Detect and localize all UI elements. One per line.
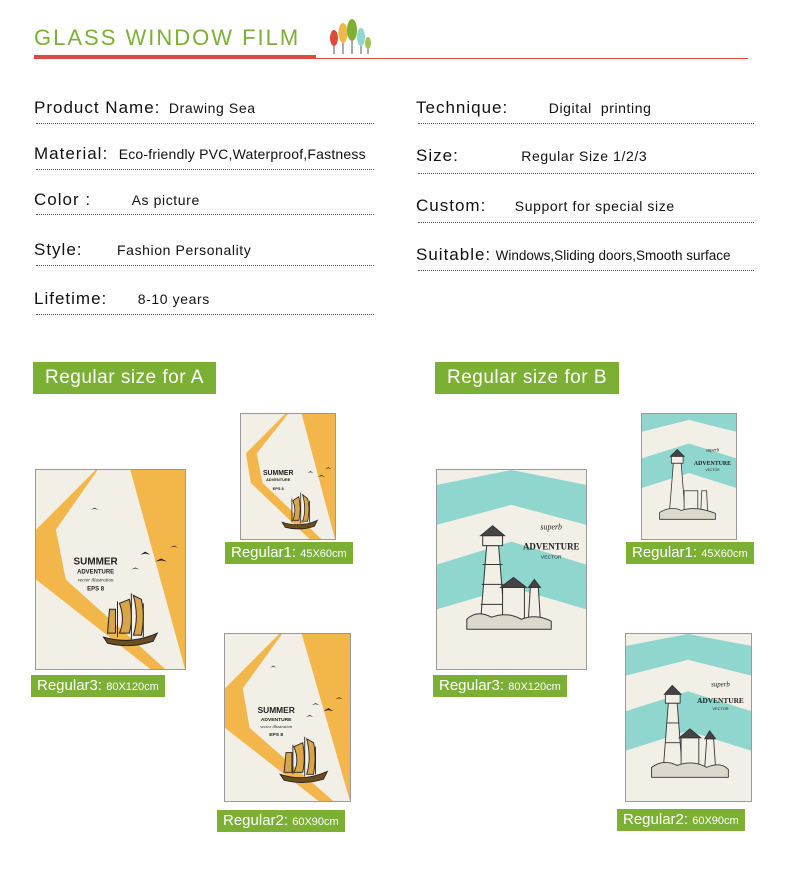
- size-tag-a-regular1: [225, 542, 353, 564]
- size-tag-a-regular2: [217, 810, 345, 832]
- spec-color: [34, 190, 200, 210]
- spec-style: [34, 240, 251, 260]
- section-a-heading: Regular size for A: [33, 362, 216, 394]
- spec-label: Style:: [34, 240, 83, 259]
- poster-b-regular3: [436, 469, 587, 670]
- divider: [36, 314, 374, 315]
- poster-text-script: superb: [540, 522, 563, 532]
- poster-text-subtitle: ADVENTURE: [260, 717, 292, 723]
- poster-text-title: ADVENTURE: [522, 541, 580, 552]
- divider: [36, 169, 374, 170]
- poster-a-regular3: [35, 469, 186, 670]
- size-tag-name: Regular3:: [439, 677, 505, 694]
- divider: [418, 123, 754, 124]
- size-tag-dims: 80X120cm: [106, 681, 159, 693]
- spec-custom: [416, 196, 675, 216]
- poster-text-script: superb: [705, 448, 720, 454]
- spec-value: Drawing Sea: [168, 100, 256, 116]
- spec-lifetime: [34, 289, 210, 309]
- spec-value: Support for special size: [514, 198, 675, 214]
- section-b-heading: Regular size for B: [435, 362, 619, 394]
- size-tag-name: Regular1:: [632, 544, 698, 561]
- size-tag-dims: 80X120cm: [508, 681, 561, 693]
- poster-text-caption: vector illustration: [77, 578, 114, 584]
- poster-text-script: superb: [711, 681, 730, 689]
- spec-label: Technique:: [416, 98, 509, 117]
- poster-text-subtitle: VECTOR: [540, 555, 562, 561]
- spec-value: As picture: [131, 192, 200, 208]
- page-title: GLASS WINDOW FILM: [34, 25, 301, 50]
- spec-value: Windows,Sliding doors,Smooth surface: [495, 248, 731, 263]
- spec-suitable: [416, 245, 731, 265]
- poster-text-title: ADVENTURE: [697, 696, 744, 706]
- poster-b-regular2: [625, 633, 752, 802]
- poster-text-subtitle: ADVENTURE: [266, 476, 291, 482]
- size-tag-name: Regular2:: [223, 812, 289, 829]
- divider: [418, 270, 754, 271]
- divider: [418, 173, 754, 174]
- divider: [418, 222, 754, 223]
- size-tag-dims: 45X60cm: [300, 548, 347, 560]
- poster-text-subtitle: ADVENTURE: [77, 569, 115, 576]
- spec-value: Eco-friendly PVC,Waterproof,Fastness: [118, 146, 366, 162]
- poster-text-caption: vector illustration: [260, 723, 293, 729]
- size-tag-b-regular3: [433, 675, 567, 697]
- title-underline-bar: [34, 55, 316, 59]
- spec-value: 8-10 years: [137, 291, 210, 307]
- divider: [36, 123, 374, 124]
- poster-b-regular1: [641, 413, 737, 540]
- spec-label: Product Name:: [34, 98, 161, 117]
- spec-label: Color :: [34, 190, 92, 209]
- poster-text-subtitle: VECTOR: [712, 706, 729, 712]
- poster-text-title: SUMMER: [73, 556, 118, 568]
- spec-material: [34, 144, 366, 164]
- poster-text-title: SUMMER: [257, 705, 295, 716]
- spec-label: Custom:: [416, 196, 487, 215]
- spec-value: Digital printing: [548, 100, 652, 116]
- size-tag-name: Regular2:: [623, 811, 689, 828]
- poster-text-eps: EPS 8: [87, 586, 105, 593]
- poster-text-subtitle: VECTOR: [705, 468, 720, 473]
- title-divider-line: [316, 58, 748, 59]
- spec-size: [416, 146, 647, 166]
- spec-label: Suitable:: [416, 245, 492, 264]
- size-tag-b-regular1: [626, 542, 754, 564]
- size-tag-b-regular2: [617, 809, 745, 831]
- poster-text-title: ADVENTURE: [693, 461, 732, 468]
- size-tag-dims: 60X90cm: [292, 816, 339, 828]
- spec-value: Regular Size 1/2/3: [521, 148, 648, 164]
- spec-technique: [416, 98, 652, 118]
- poster-text-eps: EPS 8: [269, 732, 284, 738]
- spec-value: Fashion Personality: [117, 242, 252, 258]
- size-tag-name: Regular3:: [37, 677, 103, 694]
- size-tag-dims: 45X60cm: [701, 548, 748, 560]
- poster-text-title: SUMMER: [262, 470, 294, 478]
- trees-logo-icon: [326, 18, 372, 56]
- poster-a-regular1: [240, 413, 336, 540]
- spec-label: Lifetime:: [34, 289, 108, 308]
- size-tag-name: Regular1:: [231, 544, 297, 561]
- size-tag-dims: 60X90cm: [692, 815, 739, 827]
- spec-label: Size:: [416, 146, 459, 165]
- divider: [36, 265, 374, 266]
- poster-a-regular2: [224, 633, 351, 802]
- divider: [36, 214, 374, 215]
- spec-product-name: [34, 98, 256, 118]
- poster-text-eps: EPS 8: [272, 485, 284, 491]
- size-tag-a-regular3: [31, 675, 165, 697]
- spec-label: Material:: [34, 144, 109, 163]
